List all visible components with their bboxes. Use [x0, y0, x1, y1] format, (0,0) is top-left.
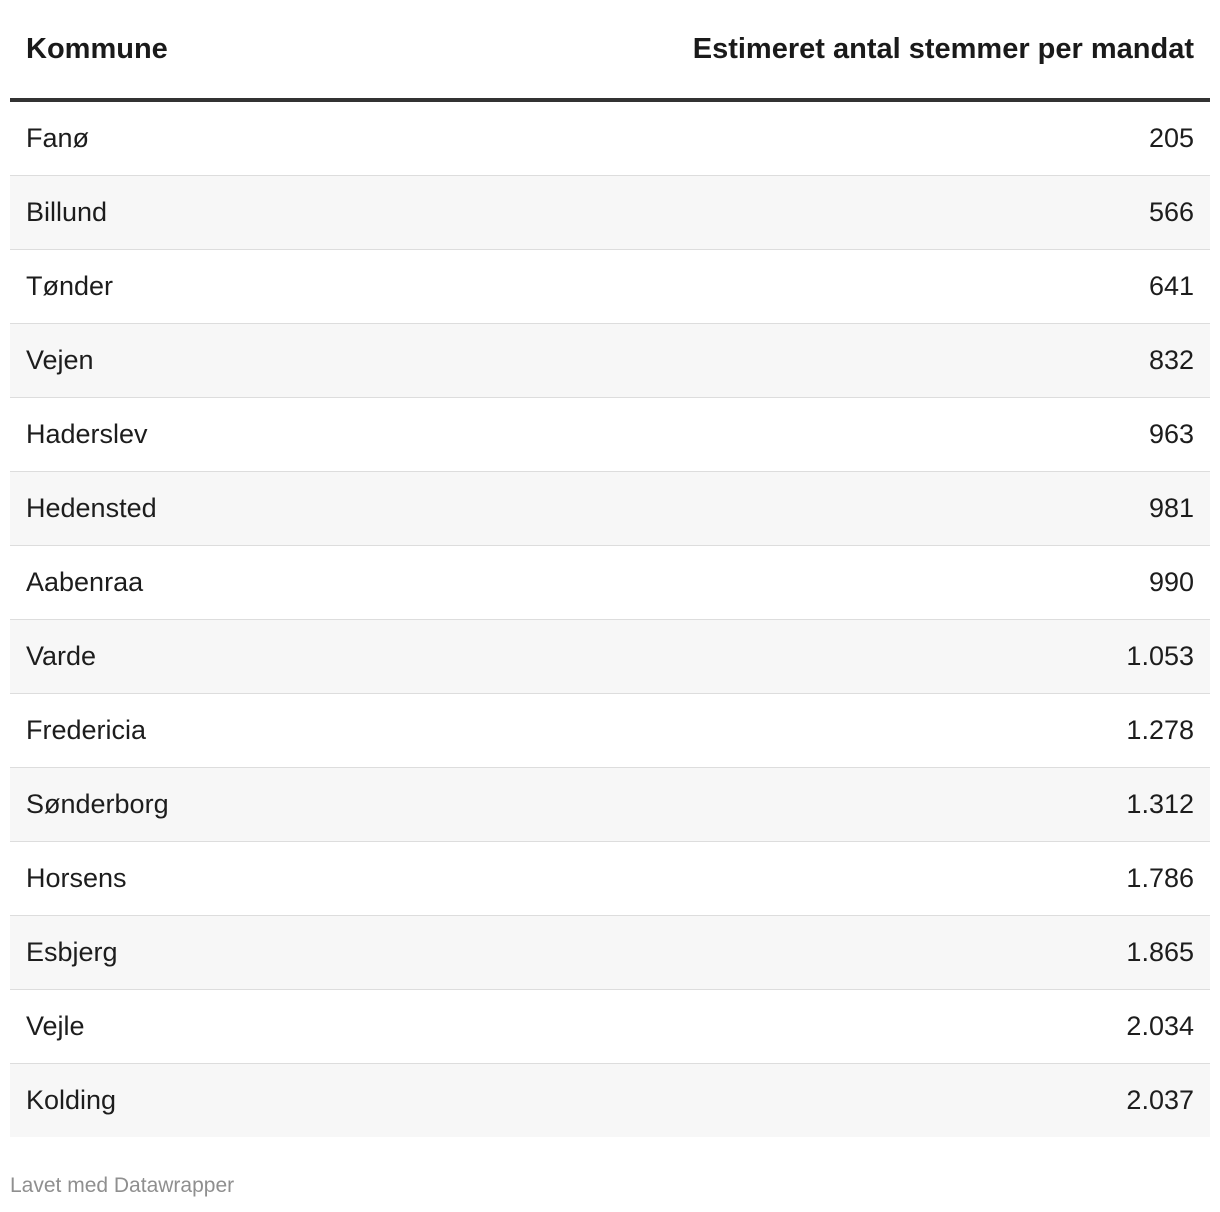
cell-kommune: Vejle	[10, 990, 610, 1064]
table-row	[10, 694, 1210, 768]
cell-kommune: Vejen	[10, 324, 610, 398]
table-row	[10, 100, 1210, 176]
cell-value: 1.278	[610, 694, 1210, 768]
cell-value: 963	[610, 398, 1210, 472]
cell-value: 981	[610, 472, 1210, 546]
cell-value: 832	[610, 324, 1210, 398]
table-row	[10, 324, 1210, 398]
cell-kommune: Hedensted	[10, 472, 610, 546]
cell-value: 990	[610, 546, 1210, 620]
cell-value: 1.312	[610, 768, 1210, 842]
table-body	[10, 100, 1210, 1137]
cell-value: 2.037	[610, 1064, 1210, 1138]
footer-credit: Lavet med Datawrapper	[10, 1174, 235, 1197]
cell-kommune: Haderslev	[10, 398, 610, 472]
table-row	[10, 916, 1210, 990]
table-row	[10, 842, 1210, 916]
cell-kommune: Horsens	[10, 842, 610, 916]
cell-value: 566	[610, 176, 1210, 250]
table-row	[10, 250, 1210, 324]
table-row	[10, 176, 1210, 250]
table-row	[10, 1064, 1210, 1138]
data-table	[10, 0, 1210, 1137]
cell-kommune: Fredericia	[10, 694, 610, 768]
table-row	[10, 990, 1210, 1064]
table-row	[10, 620, 1210, 694]
cell-kommune: Tønder	[10, 250, 610, 324]
table-row	[10, 768, 1210, 842]
cell-kommune: Aabenraa	[10, 546, 610, 620]
cell-kommune: Billund	[10, 176, 610, 250]
cell-value: 2.034	[610, 990, 1210, 1064]
cell-kommune: Fanø	[10, 100, 610, 176]
cell-value: 205	[610, 100, 1210, 176]
table-header	[10, 0, 1210, 100]
column-header-kommune[interactable]: Kommune	[10, 0, 610, 100]
cell-kommune: Sønderborg	[10, 768, 610, 842]
table-row	[10, 398, 1210, 472]
cell-value: 1.053	[610, 620, 1210, 694]
table-container	[10, 0, 1210, 1137]
cell-value: 641	[610, 250, 1210, 324]
header-row	[10, 0, 1210, 100]
table-row	[10, 472, 1210, 546]
cell-kommune: Esbjerg	[10, 916, 610, 990]
column-header-value[interactable]: Estimeret antal stemmer per mandat	[610, 0, 1210, 100]
table-row	[10, 546, 1210, 620]
cell-value: 1.786	[610, 842, 1210, 916]
cell-kommune: Kolding	[10, 1064, 610, 1138]
cell-kommune: Varde	[10, 620, 610, 694]
cell-value: 1.865	[610, 916, 1210, 990]
